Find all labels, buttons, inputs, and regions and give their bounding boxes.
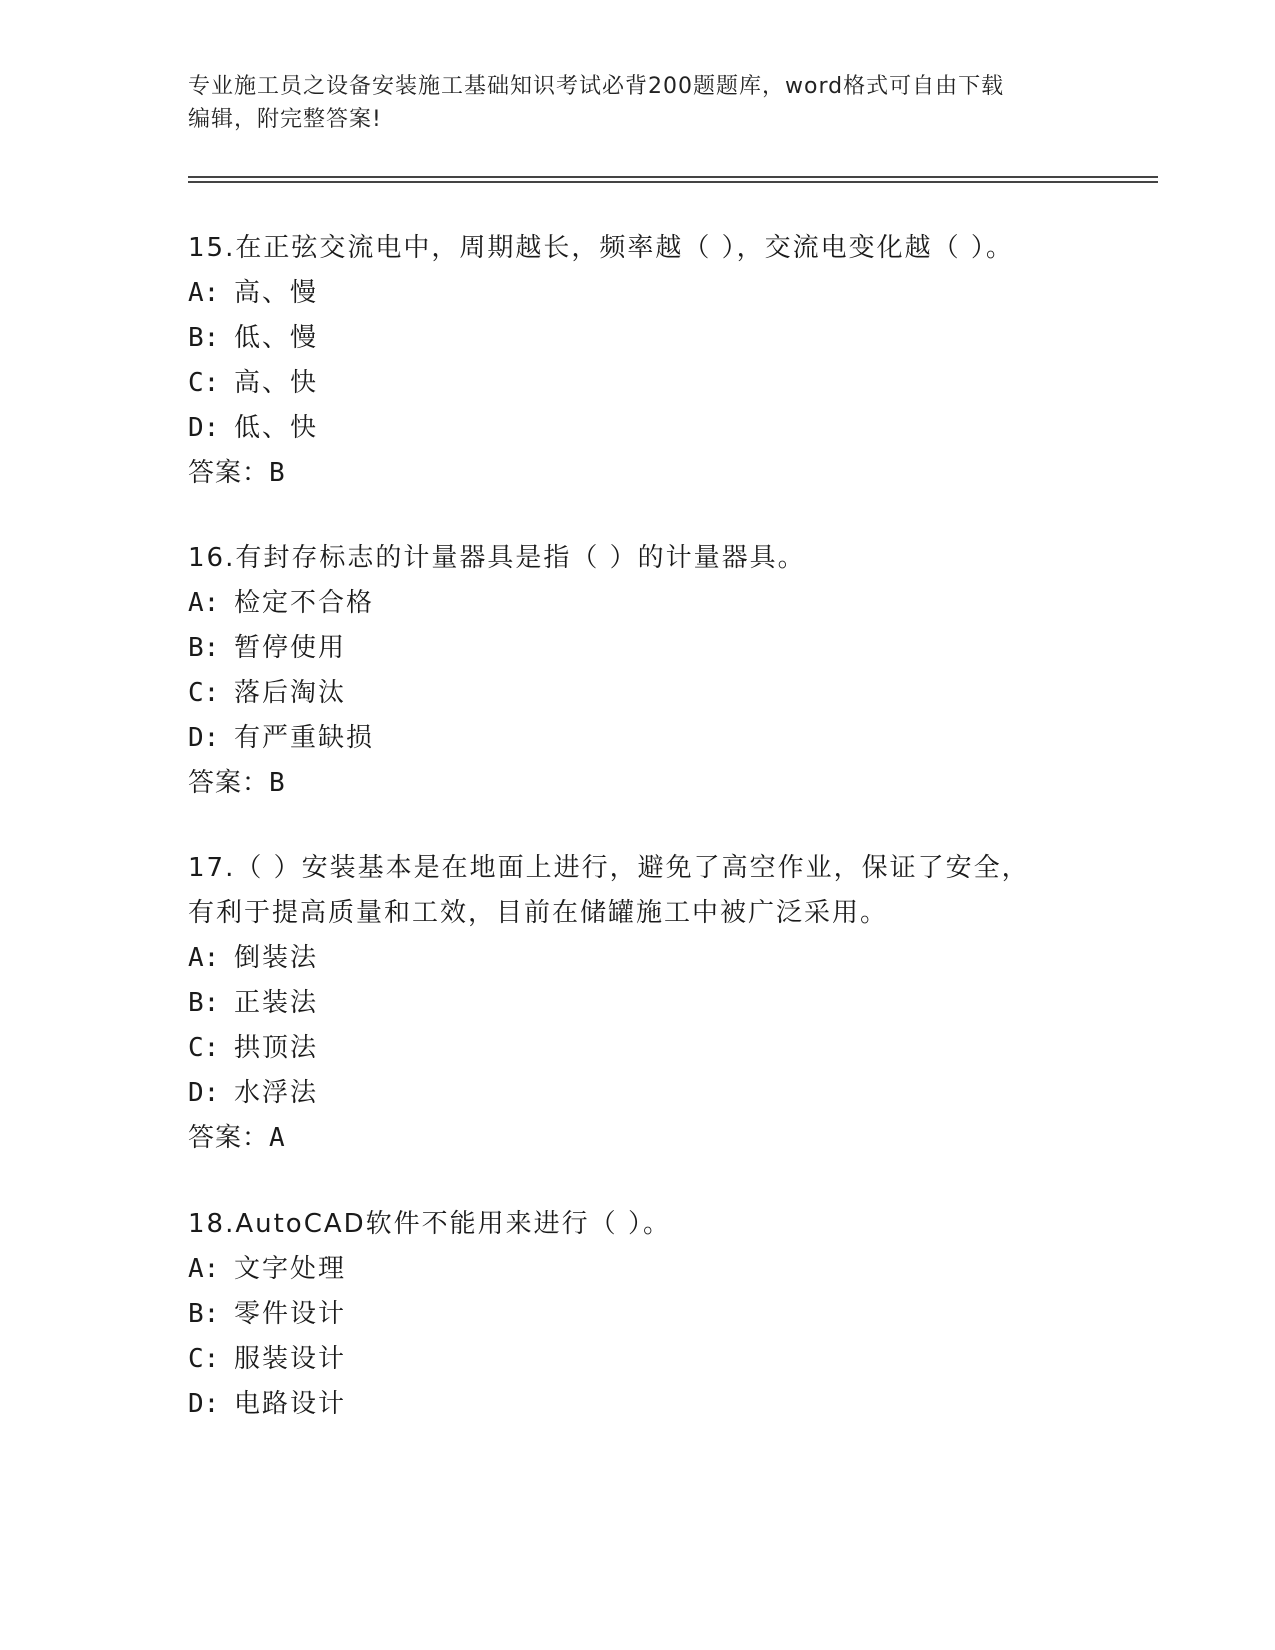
option-d xyxy=(188,1382,1088,1427)
option-key: B: xyxy=(188,988,220,1018)
option-d xyxy=(188,406,1088,451)
option-key: C: xyxy=(188,678,220,708)
answer-label: 答案： xyxy=(188,1123,270,1153)
answer-value: A xyxy=(269,1123,286,1153)
option-key: D: xyxy=(188,1078,220,1108)
option-text: 高、快 xyxy=(234,368,319,398)
option-d xyxy=(188,1071,1088,1116)
document-header xyxy=(188,70,1068,136)
option-text: 检定不合格 xyxy=(234,588,375,618)
option-c xyxy=(188,361,1088,406)
option-a xyxy=(188,936,1088,981)
answer-value: B xyxy=(269,768,286,798)
option-key: B: xyxy=(188,1299,220,1329)
option-text: 正装法 xyxy=(234,988,319,1018)
option-key: A: xyxy=(188,278,220,308)
answer-value: B xyxy=(269,458,286,488)
option-b xyxy=(188,981,1088,1026)
option-key: A: xyxy=(188,588,220,618)
option-c xyxy=(188,671,1088,716)
question-stem: 16.有封存标志的计量器具是指（ ）的计量器具。 xyxy=(188,543,806,573)
option-text: 低、快 xyxy=(234,413,319,443)
option-c xyxy=(188,1026,1088,1071)
option-text: 暂停使用 xyxy=(234,633,347,663)
option-text: 拱顶法 xyxy=(234,1033,319,1063)
answer-line xyxy=(188,451,1088,496)
question-stem: 18.AutoCAD软件不能用来进行（ ）。 xyxy=(188,1209,671,1239)
answer-label: 答案： xyxy=(188,768,270,798)
option-d xyxy=(188,716,1088,761)
question-18 xyxy=(188,1202,1088,1427)
option-b xyxy=(188,316,1088,361)
question-stem-line-2: 有利于提高质量和工效，目前在储罐施工中被广泛采用。 xyxy=(188,898,889,928)
option-text: 倒装法 xyxy=(234,943,319,973)
header-title-line-2: 编辑，附完整答案! xyxy=(188,107,382,132)
header-title-line-1: 专业施工员之设备安装施工基础知识考试必背200题题库，word格式可自由下载 xyxy=(188,74,1005,99)
question-17 xyxy=(188,846,1088,1161)
option-text: 零件设计 xyxy=(234,1299,347,1329)
header-divider-bottom xyxy=(188,181,1158,183)
option-c xyxy=(188,1337,1088,1382)
option-a xyxy=(188,581,1088,626)
question-15 xyxy=(188,226,1088,496)
option-key: A: xyxy=(188,1254,220,1284)
option-text: 文字处理 xyxy=(234,1254,347,1284)
option-b xyxy=(188,1292,1088,1337)
question-16 xyxy=(188,536,1088,806)
option-a xyxy=(188,1247,1088,1292)
answer-label: 答案： xyxy=(188,458,270,488)
question-stem-line-1: 17.（ ）安装基本是在地面上进行，避免了高空作业，保证了安全， xyxy=(188,853,1030,883)
option-text: 低、慢 xyxy=(234,323,319,353)
answer-line xyxy=(188,761,1088,806)
question-stem: 15.在正弦交流电中，周期越长，频率越（ ），交流电变化越（ ）。 xyxy=(188,233,1014,263)
option-text: 服装设计 xyxy=(234,1344,347,1374)
option-text: 高、慢 xyxy=(234,278,319,308)
option-text: 落后淘汰 xyxy=(234,678,347,708)
answer-line xyxy=(188,1116,1088,1161)
option-b xyxy=(188,626,1088,671)
option-text: 水浮法 xyxy=(234,1078,319,1108)
option-text: 有严重缺损 xyxy=(234,723,375,753)
option-key: B: xyxy=(188,323,220,353)
option-text: 电路设计 xyxy=(234,1389,347,1419)
option-key: C: xyxy=(188,1344,220,1374)
option-key: C: xyxy=(188,368,220,398)
option-a xyxy=(188,271,1088,316)
option-key: B: xyxy=(188,633,220,663)
option-key: D: xyxy=(188,723,220,753)
option-key: D: xyxy=(188,1389,220,1419)
option-key: D: xyxy=(188,413,220,443)
option-key: C: xyxy=(188,1033,220,1063)
option-key: A: xyxy=(188,943,220,973)
header-divider-top xyxy=(188,176,1158,178)
